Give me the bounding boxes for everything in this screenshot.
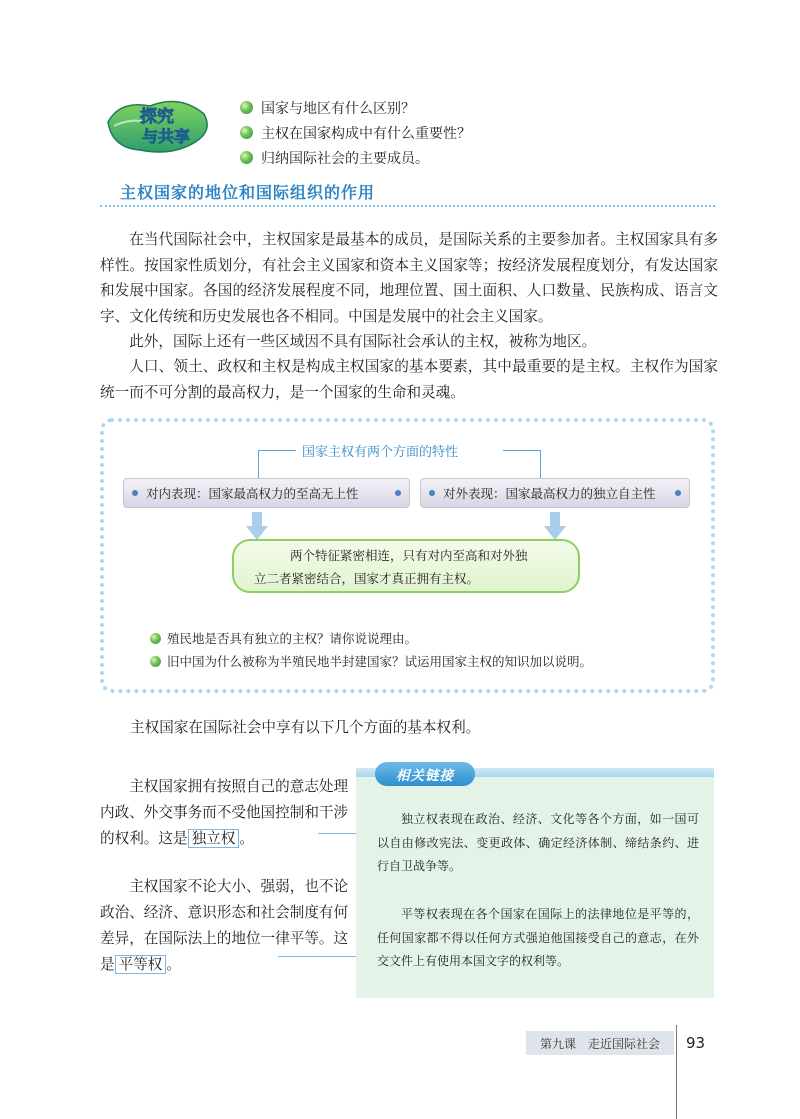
list-item <box>240 145 660 170</box>
diagram-question <box>150 652 592 670</box>
bullet-icon <box>150 633 161 644</box>
section-title: 主权国家的地位和国际组织的作用 <box>120 183 376 202</box>
connector-line <box>318 833 358 834</box>
sentence-end: 。 <box>239 830 254 847</box>
banner-text: 对内表现：国家最高权力的至高无上性 <box>146 486 359 501</box>
svg-text:探究: 探究 <box>140 107 174 127</box>
equality-text: 主权国家不论大小、强弱，也不论政治、经济、意识形态和社会制度有何差异，在国际法上的地位一律平等。这是 <box>100 878 349 973</box>
page-number: 93 <box>686 1034 706 1052</box>
external-sovereignty-banner <box>420 478 690 508</box>
list-item <box>240 95 660 120</box>
question-text: 主权在国家构成中有什么重要性？ <box>261 125 471 142</box>
diagram-title: 国家主权有两个方面的特性 <box>302 445 459 460</box>
banner-dot-icon <box>132 490 138 496</box>
paragraph-regions: 此外，国际上还有一些区域因不具有国际社会承认的主权，被称为地区。 <box>129 333 597 350</box>
paragraph-sovereign-states: 在当代国际社会中，主权国家是最基本的成员，是国际关系的主要参加者。主权国家具有多样性。按国家性质划分，有社会主义国家和资本主义国家等；按经济发展程度划分，有发达国家和发展中国家。各国的经济发展程度不同，地理位置、国土面积、人口数量、民族构成、语言文字、文化传统和历史发展也各不相同。中国是发展中的社会主义国家。 <box>100 231 718 325</box>
related-link-paragraph: 平等权表现在各个国家在国际上的法律地位是平等的，任何国家都不得以任何方式强迫他国接受自己的意志，在外交文件上有使用本国文字的权利等。 <box>377 907 699 968</box>
question-text: 殖民地是否具有独立的主权？请你说说理由。 <box>167 631 418 646</box>
related-link-paragraph: 独立权表现在政治、经济、文化等各个方面，如一国可以自由修改宪法、变更政体、确定经济体制、缔结条约、进行自卫战争等。 <box>377 812 699 873</box>
bullet-icon <box>150 656 161 667</box>
bullet-icon <box>240 151 253 164</box>
independence-text: 主权国家拥有按照自己的意志处理内政、外交事务而不受他国控制和干涉的权利。这是 <box>100 778 349 847</box>
banner-dot-icon <box>675 490 681 496</box>
connector-line <box>258 450 296 480</box>
sentence-end: 。 <box>166 956 182 973</box>
equality-paragraph <box>100 874 350 978</box>
bullet-icon <box>240 101 253 114</box>
independence-keyword: 独立权 <box>188 829 240 848</box>
question-text: 归纳国际社会的主要成员。 <box>261 150 429 167</box>
question-text: 旧中国为什么被称为半殖民地半封建国家？试运用国家主权的知识加以说明。 <box>167 654 593 669</box>
section-divider <box>100 205 715 207</box>
svg-text:与共享: 与共享 <box>141 127 191 146</box>
rights-intro: 主权国家在国际社会中享有以下几个方面的基本权利。 <box>130 719 481 736</box>
explore-share-badge <box>100 92 215 158</box>
arrow-down-icon <box>544 512 566 540</box>
question-text: 国家与地区有什么区别？ <box>261 100 415 117</box>
arrow-down-icon <box>246 512 268 540</box>
connector-line <box>503 450 541 480</box>
conclusion-line: 立二者紧密结合，国家才真正拥有主权。 <box>254 571 480 586</box>
conclusion-line: 两个特征紧密相连，只有对内至高和对外独 <box>290 548 528 563</box>
related-link-tab: 相关链接 <box>375 762 475 786</box>
banner-text: 对外表现：国家最高权力的独立自主性 <box>443 486 656 501</box>
connector-line <box>278 956 358 957</box>
internal-sovereignty-banner <box>123 478 410 508</box>
footer-divider <box>676 1025 677 1119</box>
independence-paragraph <box>100 774 350 852</box>
paragraph-sovereignty: 人口、领土、政权和主权是构成主权国家的基本要素，其中最重要的是主权。主权作为国家统一而不可分割的最高权力，是一个国家的生命和灵魂。 <box>100 358 718 401</box>
equality-keyword: 平等权 <box>115 955 167 974</box>
diagram-question <box>150 629 417 647</box>
banner-dot-icon <box>429 490 435 496</box>
list-item <box>240 120 660 145</box>
banner-dot-icon <box>395 490 401 496</box>
explore-question-list <box>240 95 660 170</box>
bullet-icon <box>240 126 253 139</box>
conclusion-box <box>232 539 580 593</box>
chapter-footer: 第九课 走近国际社会 <box>526 1031 674 1055</box>
